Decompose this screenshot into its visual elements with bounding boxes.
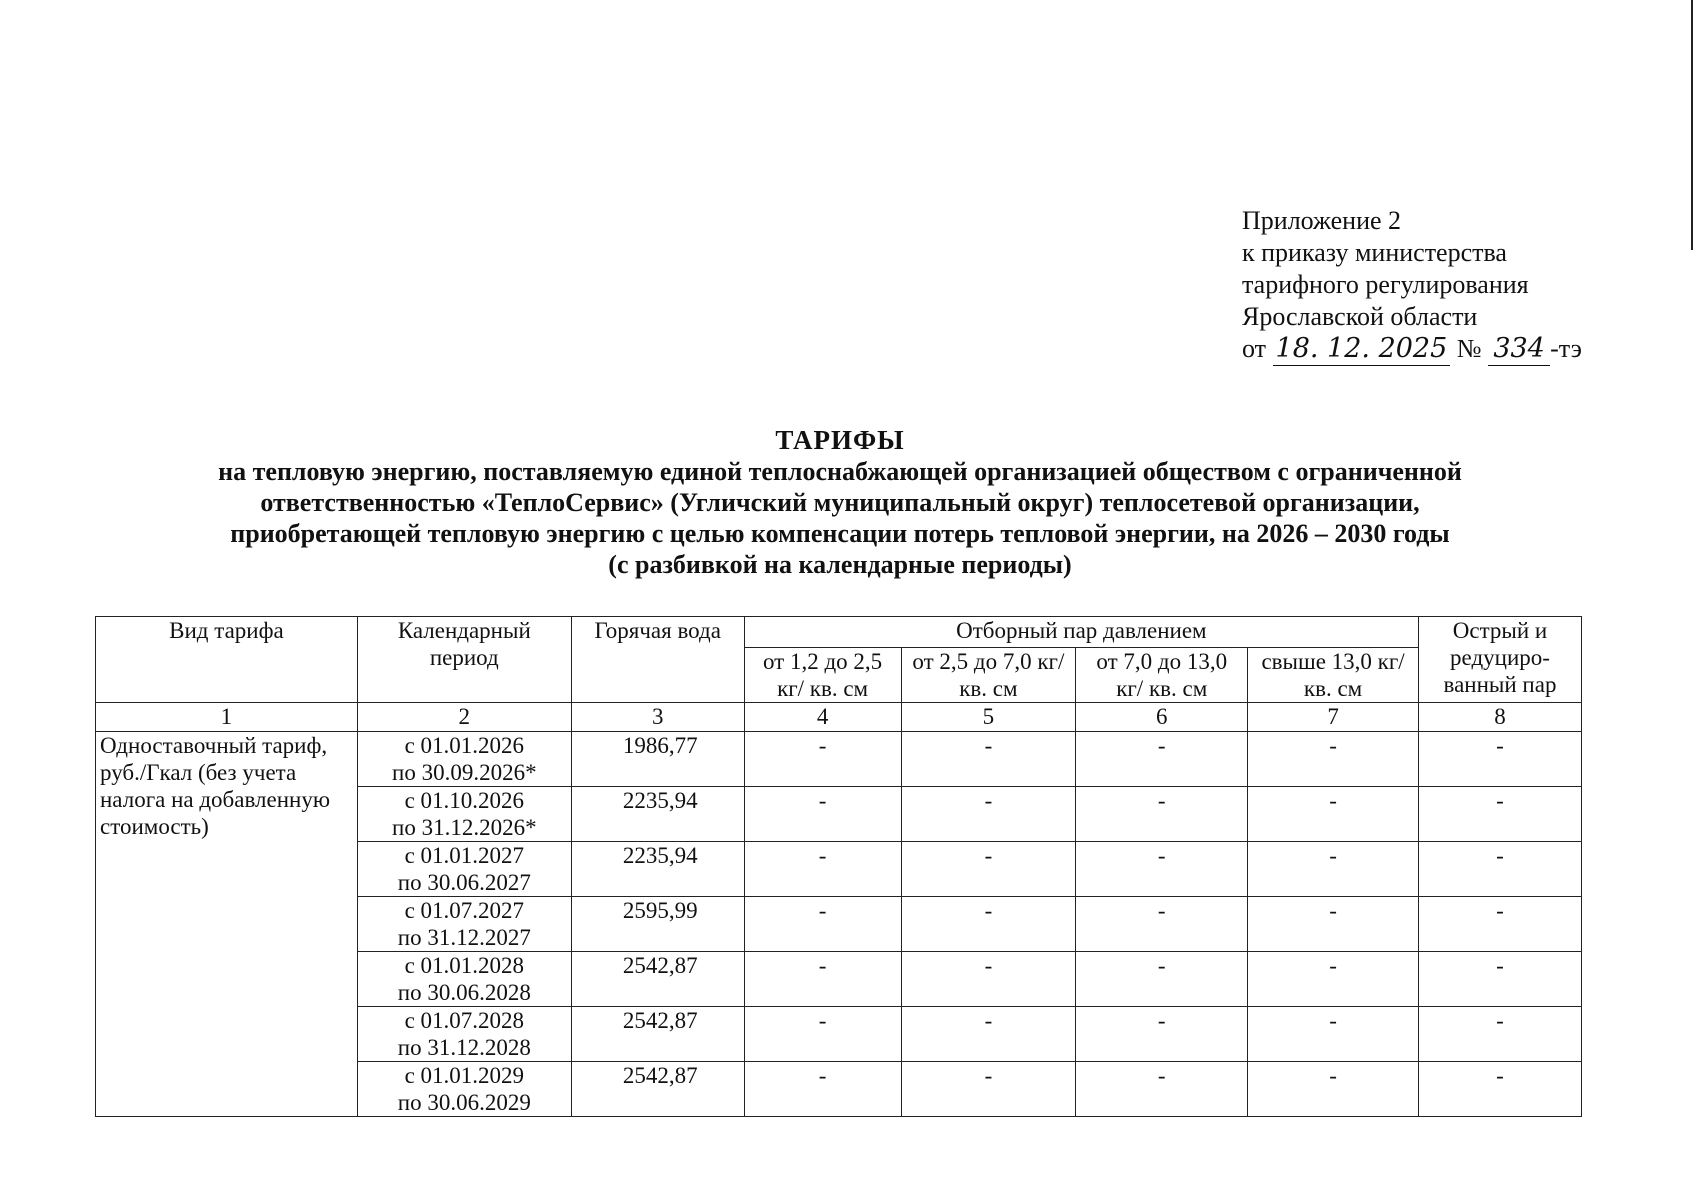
empty-value-dash: -	[1248, 732, 1419, 787]
period-from: с 01.07.2028	[404, 1008, 525, 1033]
column-number: 5	[901, 703, 1076, 732]
period-cell	[357, 1062, 571, 1117]
empty-value-dash: -	[1076, 952, 1248, 1007]
number-label: №	[1456, 334, 1482, 363]
empty-value-dash: -	[744, 952, 901, 1007]
column-number: 8	[1419, 703, 1582, 732]
period-to: по 30.06.2027	[397, 870, 531, 895]
empty-value-dash: -	[901, 1007, 1076, 1062]
empty-value-dash: -	[744, 842, 901, 897]
header-steam-1: от 1,2 до 2,5 кг/ кв. см	[744, 648, 901, 703]
hot-water-value: 1986,77	[571, 732, 744, 787]
appendix-note	[1242, 205, 1582, 366]
period-cell	[357, 1007, 571, 1062]
empty-value-dash: -	[901, 1062, 1076, 1117]
period-to: по 31.12.2027	[397, 925, 531, 950]
empty-value-dash: -	[744, 1062, 901, 1117]
header-steam-4: свыше 13,0 кг/ кв. см	[1248, 648, 1419, 703]
appendix-line-4: Ярославской области	[1242, 302, 1478, 331]
empty-value-dash: -	[1076, 842, 1248, 897]
header-sharp-steam: Острый и редуциро-ванный пар	[1419, 617, 1582, 703]
title-line-2: ответственностью «ТеплоСервис» (Угличский муниципальный округ) теплосетевой организации,	[260, 488, 1420, 517]
empty-value-dash: -	[901, 787, 1076, 842]
scan-edge-artifact	[1691, 0, 1693, 250]
column-number: 3	[571, 703, 744, 732]
period-from: с 01.01.2027	[404, 843, 525, 868]
empty-value-dash: -	[1076, 787, 1248, 842]
period-from: с 01.01.2026	[404, 733, 525, 758]
period-from: с 01.01.2028	[404, 953, 525, 978]
order-number: 334	[1488, 333, 1550, 366]
empty-value-dash: -	[744, 1007, 901, 1062]
table-row	[96, 732, 1582, 787]
period-to: по 31.12.2028	[397, 1035, 531, 1060]
empty-value-dash: -	[1419, 732, 1582, 787]
order-date: 18. 12. 2025	[1273, 333, 1451, 366]
empty-value-dash: -	[1076, 1007, 1248, 1062]
column-number: 1	[96, 703, 358, 732]
title-line-1: на тепловую энергию, поставляемую единой теплоснабжающей организацией обществом с ограниченной	[218, 457, 1462, 486]
tariff-type-cell: Одноставочный тариф, руб./Гкал (без учета налога на добавленную стоимость)	[96, 732, 358, 1117]
column-number: 6	[1076, 703, 1248, 732]
period-to: по 30.06.2029	[397, 1090, 531, 1115]
title-line-4: (с разбивкой на календарные периоды)	[608, 550, 1072, 579]
period-from: с 01.07.2027	[404, 898, 525, 923]
period-to: по 30.06.2028	[397, 980, 531, 1005]
header-hot-water: Горячая вода	[571, 617, 744, 703]
empty-value-dash: -	[901, 897, 1076, 952]
empty-value-dash: -	[1076, 1062, 1248, 1117]
empty-value-dash: -	[1419, 952, 1582, 1007]
period-cell	[357, 732, 571, 787]
header-tariff-type: Вид тарифа	[96, 617, 358, 703]
appendix-line-3: тарифного регулирования	[1242, 270, 1529, 299]
empty-value-dash: -	[1248, 842, 1419, 897]
hot-water-value: 2542,87	[571, 1007, 744, 1062]
empty-value-dash: -	[744, 732, 901, 787]
empty-value-dash: -	[1248, 1062, 1419, 1117]
title-line-3: приобретающей тепловую энергию с целью компенсации потерь тепловой энергии, на 2026 – 2030 годы	[230, 519, 1450, 548]
empty-value-dash: -	[1419, 842, 1582, 897]
hot-water-value: 2235,94	[571, 787, 744, 842]
empty-value-dash: -	[1419, 1007, 1582, 1062]
appendix-line-2: к приказу министерства	[1242, 238, 1507, 267]
tariff-table	[95, 616, 1582, 1117]
hot-water-value: 2542,87	[571, 1062, 744, 1117]
empty-value-dash: -	[901, 732, 1076, 787]
appendix-line-1: Приложение 2	[1242, 206, 1402, 235]
empty-value-dash: -	[1248, 897, 1419, 952]
hot-water-value: 2235,94	[571, 842, 744, 897]
document-title	[120, 425, 1560, 580]
column-number: 2	[357, 703, 571, 732]
period-cell	[357, 842, 571, 897]
period-cell	[357, 897, 571, 952]
hot-water-value: 2595,99	[571, 897, 744, 952]
column-number-row	[96, 703, 1582, 732]
period-to: по 31.12.2026*	[392, 815, 537, 840]
empty-value-dash: -	[901, 952, 1076, 1007]
header-steam-2: от 2,5 до 7,0 кг/ кв. см	[901, 648, 1076, 703]
empty-value-dash: -	[744, 897, 901, 952]
period-to: по 30.09.2026*	[392, 760, 537, 785]
from-label: от	[1242, 334, 1267, 363]
empty-value-dash: -	[1076, 897, 1248, 952]
header-period: Календарный период	[357, 617, 571, 703]
empty-value-dash: -	[1248, 952, 1419, 1007]
empty-value-dash: -	[1248, 787, 1419, 842]
period-from: с 01.01.2029	[404, 1063, 525, 1088]
period-cell	[357, 787, 571, 842]
header-steam-3: от 7,0 до 13,0 кг/ кв. см	[1076, 648, 1248, 703]
column-number: 7	[1248, 703, 1419, 732]
empty-value-dash: -	[744, 787, 901, 842]
empty-value-dash: -	[1419, 787, 1582, 842]
period-cell	[357, 952, 571, 1007]
empty-value-dash: -	[1419, 897, 1582, 952]
header-steam-group: Отборный пар давлением	[744, 617, 1418, 648]
hot-water-value: 2542,87	[571, 952, 744, 1007]
title-main: ТАРИФЫ	[775, 425, 905, 455]
empty-value-dash: -	[1248, 1007, 1419, 1062]
period-from: с 01.10.2026	[404, 788, 525, 813]
empty-value-dash: -	[1419, 1062, 1582, 1117]
empty-value-dash: -	[901, 842, 1076, 897]
appendix-order-line	[1242, 333, 1582, 366]
empty-value-dash: -	[1076, 732, 1248, 787]
order-suffix: -тэ	[1550, 334, 1582, 363]
column-number: 4	[744, 703, 901, 732]
